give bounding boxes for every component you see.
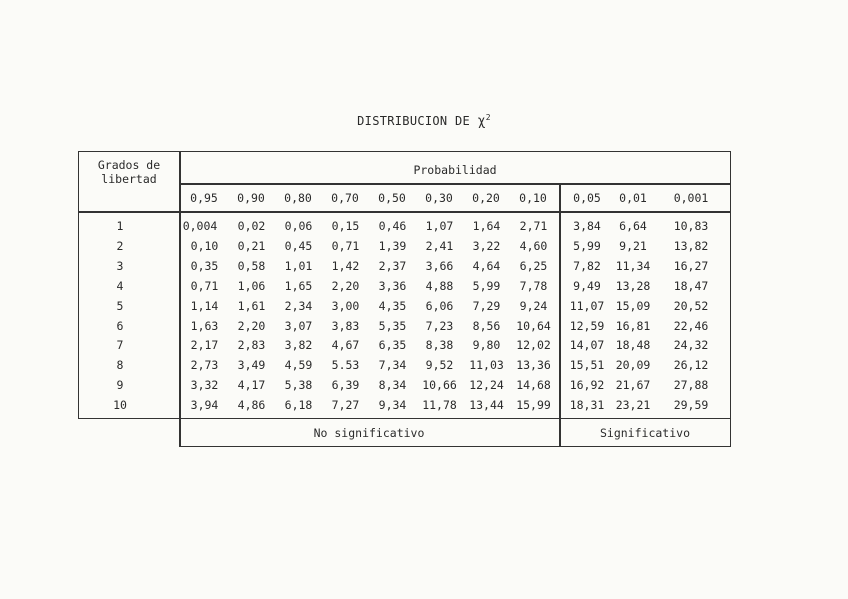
chi-symbol: χ <box>477 114 486 129</box>
cell-df10-p9: 23,21 <box>615 398 651 413</box>
cell-df7-p6: 9,80 <box>472 338 501 353</box>
cell-df10-p7: 15,99 <box>516 398 551 413</box>
df-4: 4 <box>116 278 124 293</box>
cell-df7-p0: 2,17 <box>190 338 219 353</box>
cell-df4-p1: 1,06 <box>237 278 266 293</box>
cell-df8-p4: 7,34 <box>378 358 407 373</box>
probability-0: 0,95 <box>190 191 218 205</box>
cell-df10-p0: 3,94 <box>190 398 219 413</box>
cell-df9-p10: 27,88 <box>673 378 709 393</box>
cell-df6-p10: 22,46 <box>673 318 709 333</box>
cell-df8-p6: 11,03 <box>469 358 504 373</box>
df-5: 5 <box>116 298 124 313</box>
cell-df2-p7: 4,60 <box>519 238 548 253</box>
cell-df1-p8: 3,84 <box>573 219 601 233</box>
cell-df2-p6: 3,22 <box>472 238 501 253</box>
probability-7: 0,10 <box>519 191 547 205</box>
cell-df1-p0: 0,004 <box>182 219 218 233</box>
probability-6: 0,20 <box>472 191 500 205</box>
probability-4: 0,50 <box>378 191 406 205</box>
cell-df7-p5: 8,38 <box>425 338 454 353</box>
cell-df3-p10: 16,27 <box>673 258 709 273</box>
probability-2: 0,80 <box>284 191 312 205</box>
cell-df10-p5: 11,78 <box>422 398 457 413</box>
cell-df2-p0: 0,10 <box>190 238 219 253</box>
cell-df8-p10: 26,12 <box>673 358 709 373</box>
cell-df4-p8: 9,49 <box>573 278 601 293</box>
cell-df10-p8: 18,31 <box>569 398 605 413</box>
cell-df8-p3: 5.53 <box>331 358 360 373</box>
probability-8: 0,05 <box>573 191 601 205</box>
cell-df5-p7: 9,24 <box>519 298 548 313</box>
probability-9: 0,01 <box>619 191 647 205</box>
cell-df3-p5: 3,66 <box>425 258 454 273</box>
cell-df5-p3: 3,00 <box>331 298 360 313</box>
row-header <box>84 158 174 186</box>
cell-df1-p6: 1,64 <box>472 219 501 233</box>
cell-df4-p5: 4,88 <box>425 278 454 293</box>
cell-df8-p0: 2,73 <box>190 358 219 373</box>
cell-df5-p0: 1,14 <box>190 298 219 313</box>
significant-label: Significativo <box>599 426 690 440</box>
cell-df6-p3: 3,83 <box>331 318 360 333</box>
cell-df6-p4: 5,35 <box>378 318 407 333</box>
cell-df7-p4: 6,35 <box>378 338 407 353</box>
title-prefix: DISTRIBUCION DE <box>357 114 471 128</box>
df-10: 10 <box>113 398 127 413</box>
cell-df9-p7: 14,68 <box>516 378 551 393</box>
cell-df8-p9: 20,09 <box>615 358 651 373</box>
cell-df5-p8: 11,07 <box>569 298 605 313</box>
df-8: 8 <box>116 358 124 373</box>
cell-df2-p4: 1,39 <box>378 238 407 253</box>
cell-df10-p4: 9,34 <box>378 398 407 413</box>
header-body-rule <box>78 211 731 213</box>
cell-df6-p5: 7,23 <box>425 318 454 333</box>
cell-df7-p1: 2,83 <box>237 338 266 353</box>
cell-df9-p2: 5,38 <box>284 378 313 393</box>
cell-df1-p7: 2,71 <box>519 219 548 233</box>
cell-df3-p3: 1,42 <box>331 258 360 273</box>
cell-df3-p9: 11,34 <box>615 258 651 273</box>
cell-df4-p4: 3,36 <box>378 278 407 293</box>
cell-df7-p3: 4,67 <box>331 338 360 353</box>
cell-df3-p0: 0,35 <box>190 258 219 273</box>
cell-df5-p2: 2,34 <box>284 298 313 313</box>
cell-df9-p5: 10,66 <box>422 378 457 393</box>
cell-df9-p1: 4,17 <box>237 378 266 393</box>
cell-df3-p4: 2,37 <box>378 258 407 273</box>
cell-df2-p1: 0,21 <box>237 238 266 253</box>
cell-df2-p3: 0,71 <box>331 238 360 253</box>
cell-df1-p9: 6,64 <box>619 219 647 233</box>
cell-df10-p2: 6,18 <box>284 398 313 413</box>
probability-3: 0,70 <box>331 191 359 205</box>
cell-df5-p9: 15,09 <box>615 298 651 313</box>
cell-df8-p2: 4,59 <box>284 358 313 373</box>
cell-df5-p4: 4,35 <box>378 298 407 313</box>
cell-df4-p0: 0,71 <box>190 278 219 293</box>
cell-df1-p10: 10,83 <box>673 219 709 233</box>
cell-df9-p6: 12,24 <box>469 378 504 393</box>
cell-df6-p8: 12,59 <box>569 318 605 333</box>
cell-df5-p5: 6,06 <box>425 298 454 313</box>
cell-df5-p6: 7,29 <box>472 298 501 313</box>
row-header-line-1: Grados de <box>97 158 161 172</box>
df-2: 2 <box>116 238 124 253</box>
cell-df10-p3: 7,27 <box>331 398 360 413</box>
cell-df4-p2: 1,65 <box>284 278 313 293</box>
cell-df6-p9: 16,81 <box>615 318 651 333</box>
cell-df7-p8: 14,07 <box>569 338 605 353</box>
cell-df7-p9: 18,48 <box>615 338 651 353</box>
cell-df3-p1: 0,58 <box>237 258 266 273</box>
cell-df6-p1: 2,20 <box>237 318 266 333</box>
cell-df5-p10: 20,52 <box>673 298 709 313</box>
cell-df1-p3: 0,15 <box>331 219 360 233</box>
row-header-line-2: libertad <box>101 172 157 186</box>
probability-10: 0,001 <box>673 191 709 205</box>
cell-df9-p8: 16,92 <box>569 378 605 393</box>
cell-df3-p7: 6,25 <box>519 258 548 273</box>
cell-df10-p1: 4,86 <box>237 398 266 413</box>
cell-df9-p0: 3,32 <box>190 378 219 393</box>
cell-df3-p6: 4,64 <box>472 258 501 273</box>
cell-df3-p2: 1,01 <box>284 258 313 273</box>
cell-df8-p5: 9,52 <box>425 358 454 373</box>
not-significant-label: No significativo <box>313 426 425 440</box>
cell-df7-p2: 3,82 <box>284 338 313 353</box>
cell-df4-p10: 18,47 <box>673 278 709 293</box>
cell-df10-p6: 13,44 <box>469 398 504 413</box>
cell-df2-p2: 0,45 <box>284 238 313 253</box>
cell-df4-p9: 13,28 <box>615 278 651 293</box>
cell-df10-p10: 29,59 <box>673 398 709 413</box>
df-6: 6 <box>116 318 124 333</box>
cell-df8-p7: 13,36 <box>516 358 551 373</box>
cell-df8-p1: 3,49 <box>237 358 266 373</box>
cell-df2-p9: 9,21 <box>619 238 647 253</box>
cell-df1-p4: 0,46 <box>378 219 407 233</box>
cell-df9-p4: 8,34 <box>378 378 407 393</box>
column-group-header: Probabilidad <box>413 163 497 177</box>
probability-1: 0,90 <box>237 191 265 205</box>
cell-df4-p3: 2,20 <box>331 278 360 293</box>
cell-df1-p1: 0,02 <box>237 219 266 233</box>
cell-df4-p7: 7,78 <box>519 278 548 293</box>
cell-df7-p10: 24,32 <box>673 338 709 353</box>
cell-df6-p2: 3,07 <box>284 318 313 333</box>
cell-df9-p3: 6,39 <box>331 378 360 393</box>
cell-df2-p8: 5,99 <box>573 238 601 253</box>
significance-divider <box>559 184 561 447</box>
cell-df6-p6: 8,56 <box>472 318 501 333</box>
cell-df4-p6: 5,99 <box>472 278 501 293</box>
cell-df7-p7: 12,02 <box>516 338 551 353</box>
cell-df9-p9: 21,67 <box>615 378 651 393</box>
cell-df1-p5: 1,07 <box>425 219 454 233</box>
cell-df3-p8: 7,82 <box>573 258 601 273</box>
cell-df2-p5: 2,41 <box>425 238 454 253</box>
df-9: 9 <box>116 378 124 393</box>
cell-df1-p2: 0,06 <box>284 219 313 233</box>
df-7: 7 <box>116 338 124 353</box>
chi-exponent: 2 <box>485 113 491 122</box>
probability-header-rule <box>179 183 731 185</box>
cell-df5-p1: 1,61 <box>237 298 266 313</box>
cell-df6-p0: 1,63 <box>190 318 219 333</box>
probability-5: 0,30 <box>425 191 453 205</box>
df-1: 1 <box>116 219 124 233</box>
cell-df6-p7: 10,64 <box>516 318 551 333</box>
cell-df8-p8: 15,51 <box>569 358 605 373</box>
df-3: 3 <box>116 258 124 273</box>
cell-df2-p10: 13,82 <box>673 238 709 253</box>
table-title <box>0 113 848 129</box>
